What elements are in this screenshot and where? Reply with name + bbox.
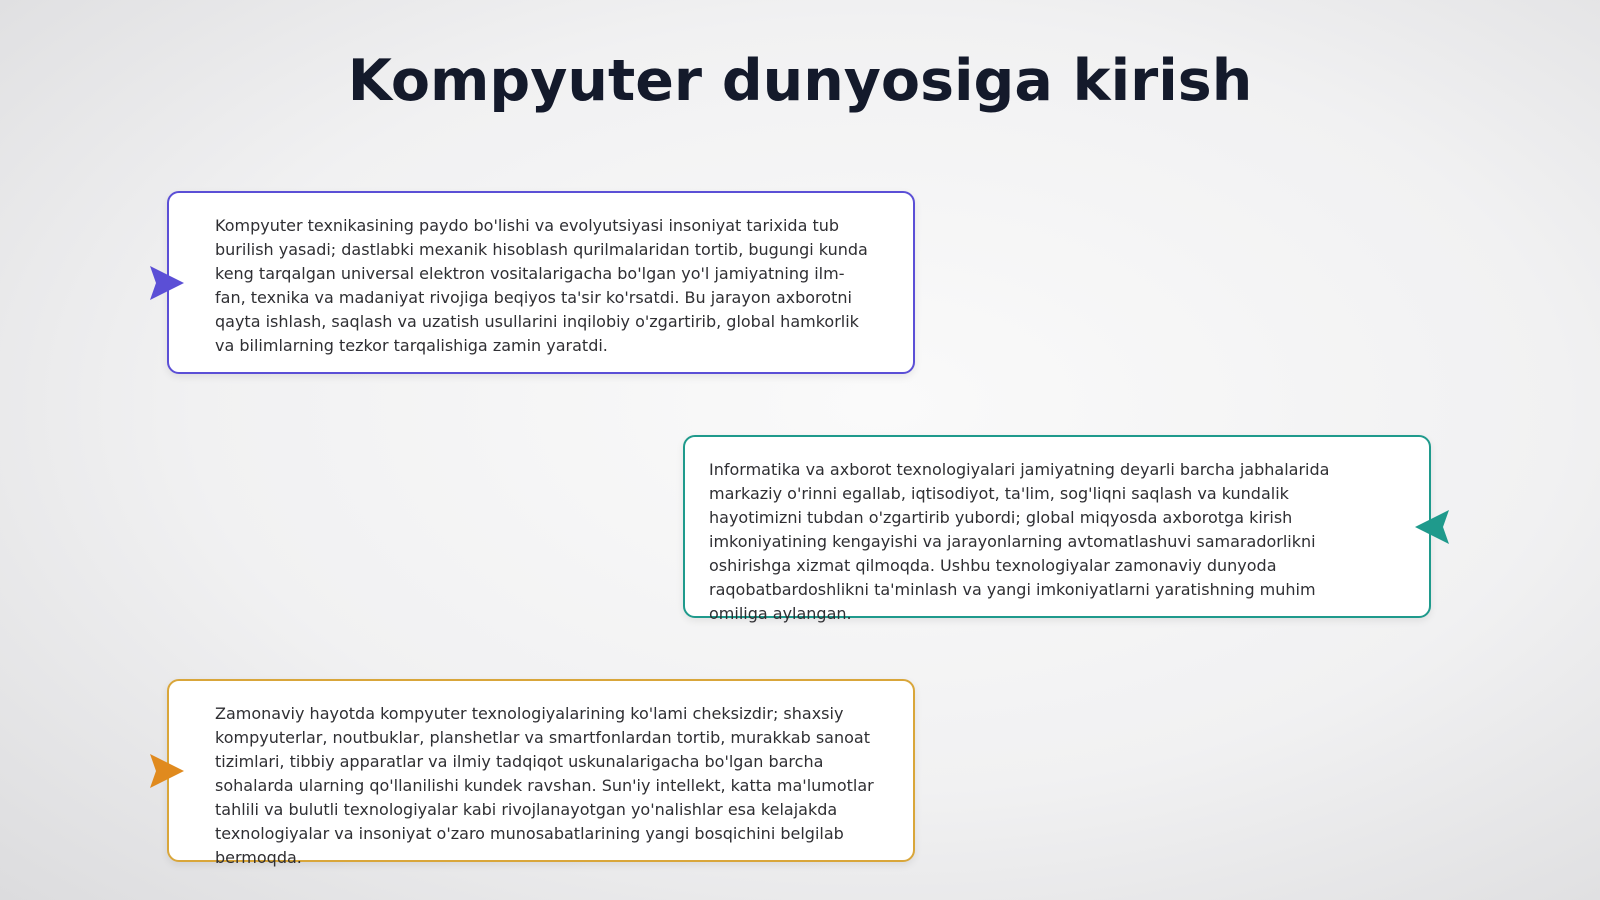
text-card-3	[167, 679, 915, 867]
slide-title: Kompyuter dunyosiga kirish	[347, 48, 1253, 114]
triangle-pointer-left-icon	[1413, 508, 1451, 546]
card-3-text: Zamonaviy hayotda kompyuter texnologiyalarining ko'lami cheksizdir; shaxsiy kompyuterlar, noutbuklar, planshetlar va smartfonlardan tortib, murakkab sanoat tizimlari, tibbiy apparatlar va ilmiy tadqiqot uskunalarigacha bo'lgan barcha sohalarda ularning qo'llanilishi kundek ravshan. Sun'iy intellekt, katta ma'lumotlar tahlili va bulutli texnologiyalar kabi rivojlanayotgan yo'nalishlar esa kelajakda texnologiyalar va insoniyat o'zaro munosabatlarining yangi bosqichini belgilab bermoqda.	[215, 704, 874, 867]
card-2-text: Informatika va axborot texnologiyalari jamiyatning deyarli barcha jabhalarida markaziy o'rinni egallab, iqtisodiyot, ta'lim, sog'liqni saqlash va kundalik hayotimizni tubdan o'zgartirib yubordi; global miqyosda axborotga kirish imkoniyatining kengayishi va jarayonlarning avtomatlashuvi samaradorlikni oshirishga xizmat qilmoqda. Ushbu texnologiyalar zamonaviy dunyoda raqobatbardoshlikni ta'minlash va yangi imkoniyatlarni yaratishning muhim omiliga aylangan.	[709, 460, 1330, 623]
text-card-2	[683, 435, 1431, 623]
text-card-1	[167, 191, 915, 374]
triangle-pointer-right-icon	[148, 264, 186, 302]
card-1-text: Kompyuter texnikasining paydo bo'lishi va evolyutsiyasi insoniyat tarixida tub burilish yasadi; dastlabki mexanik hisoblash qurilmalaridan tortib, bugungi kunda keng tarqalgan universal elektron vositalarigacha bo'lgan yo'l jamiyatning ilm-fan, texnika va madaniyat rivojiga beqiyos ta'sir ko'rsatdi. Bu jarayon axborotni qayta ishlash, saqlash va uzatish usullarini inqilobiy o'zgartirib, global hamkorlik va bilimlarning tezkor tarqalishiga zamin yaratdi.	[215, 216, 868, 355]
triangle-pointer-right-icon	[148, 752, 186, 790]
